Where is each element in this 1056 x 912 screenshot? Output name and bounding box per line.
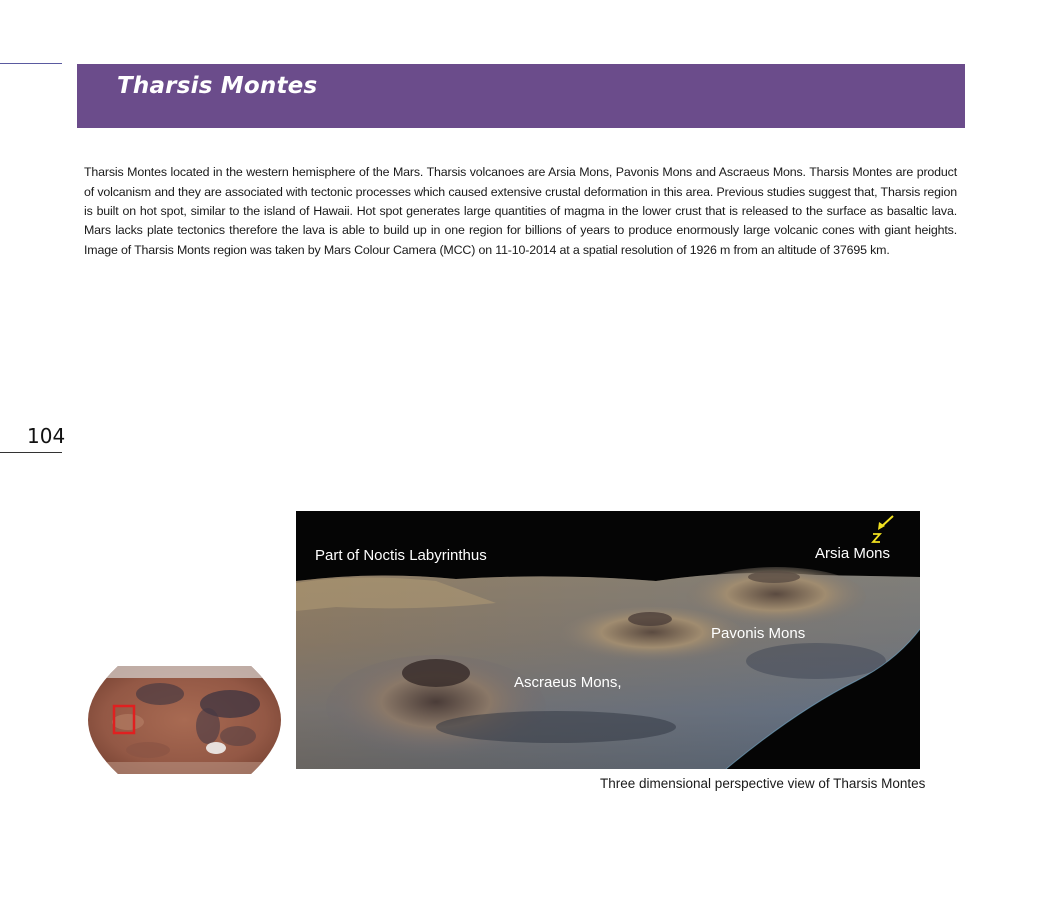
page-number-rule bbox=[0, 452, 62, 453]
tharsis-perspective-image bbox=[296, 511, 920, 769]
label-arsia-mons: Arsia Mons bbox=[815, 545, 891, 562]
label-noctis-labyrinthus: Part of Noctis Labyrinthus bbox=[315, 547, 487, 564]
label-pavonis-mons: Pavonis Mons bbox=[711, 625, 806, 642]
top-rule bbox=[0, 63, 62, 64]
section-header-bar bbox=[77, 64, 965, 128]
label-ascraeus-mons: Ascraeus Mons, bbox=[514, 674, 622, 691]
section-title: Tharsis Montes bbox=[117, 73, 318, 99]
page-number: 104 bbox=[27, 424, 66, 448]
north-arrow-icon bbox=[869, 513, 897, 543]
mars-locator-map bbox=[88, 664, 281, 776]
body-paragraph: Tharsis Montes located in the western hemisphere of the Mars. Tharsis volcanoes are Arsia Mons, Pavonis Mons and Ascraeus Mons. Tharsis Montes are product of volcanism and they are associated with tectonic processes which caused extensive crustal deformation in this area. Previous studies suggest that, Tharsis region is built on hot spot, similar to the island of Hawaii. Hot spot generates large quantities of magma in the lower crust that is released to the surface as basaltic lava. Mars lacks plate tectonics therefore the lava is able to build up in one region for billions of years to produce enormously large volcanic cones with giant heights. Image of Tharsis Monts region was taken by Mars Colour Camera (MCC) on 11-10-2014 at a spatial resolution of 1926 m from an altitude of 37695 km. bbox=[84, 165, 957, 257]
figure-caption: Three dimensional perspective view of Tharsis Montes bbox=[600, 776, 926, 791]
